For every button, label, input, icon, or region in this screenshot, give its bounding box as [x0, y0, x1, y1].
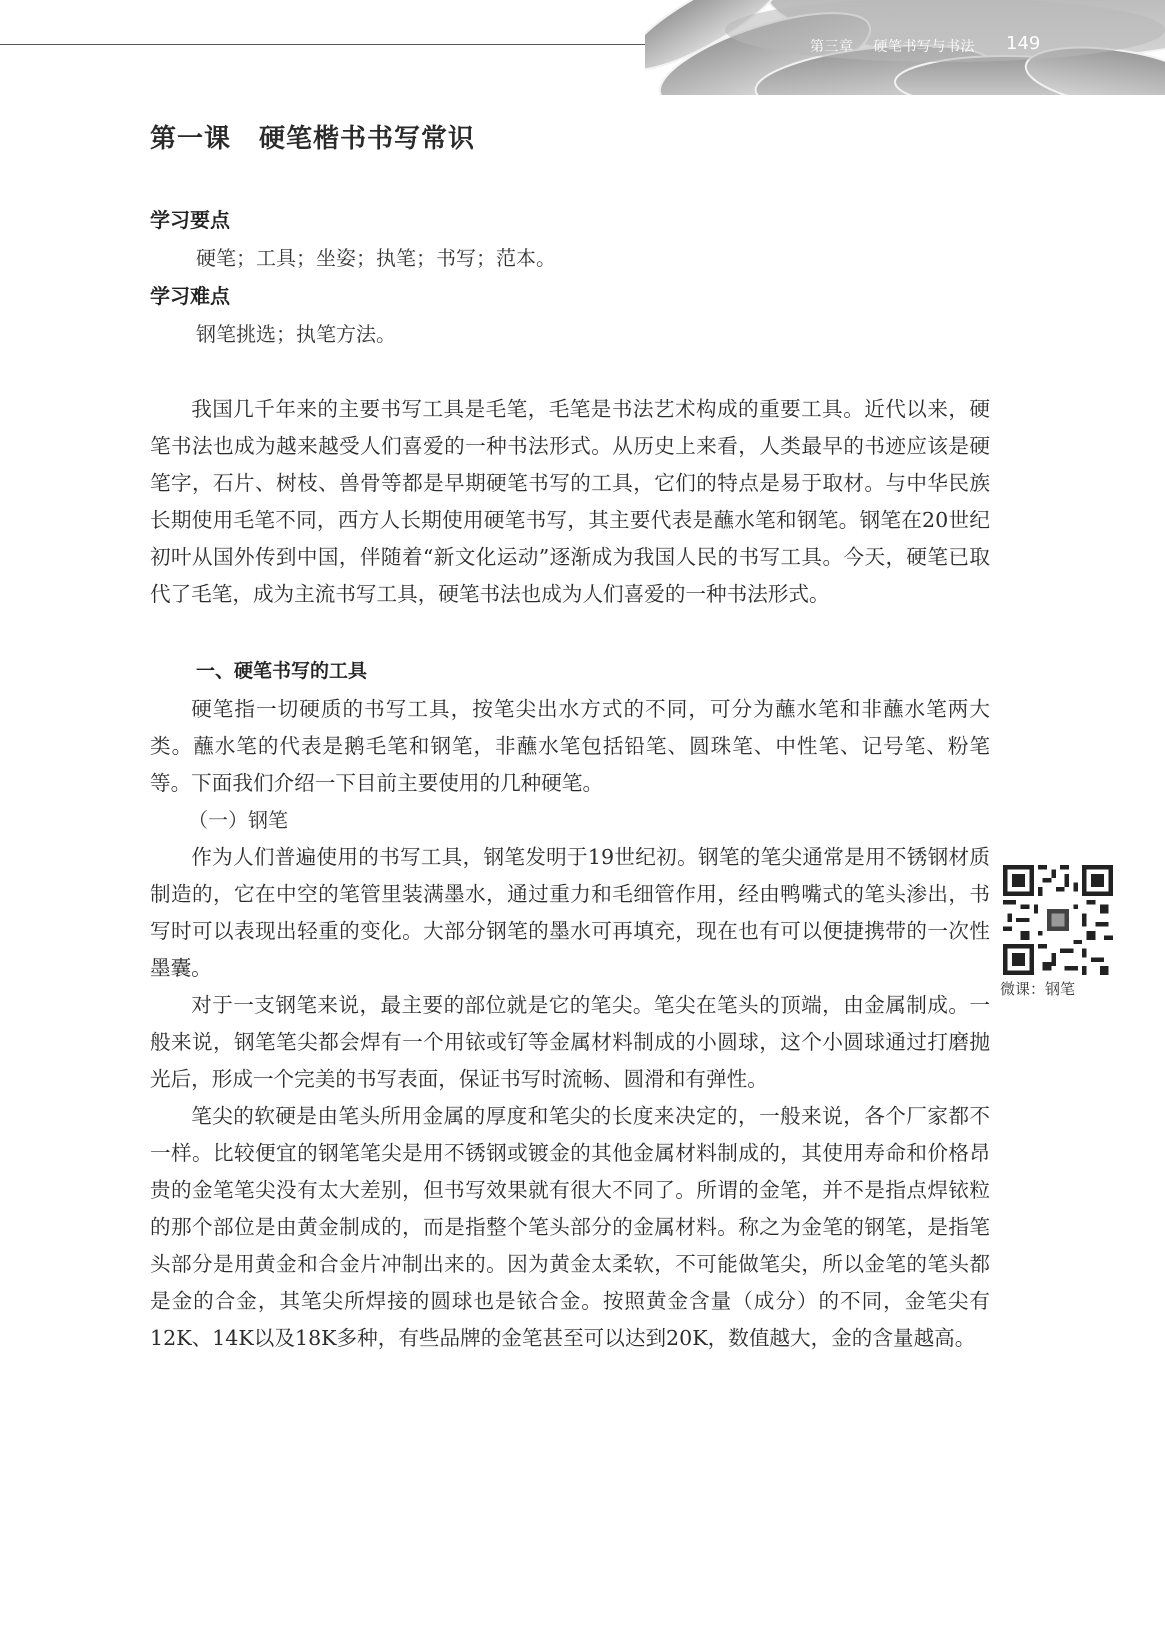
subsection-heading: （一）钢笔	[188, 808, 288, 832]
difficulties-body: 钢笔挑选；执笔方法。	[196, 322, 396, 346]
lesson-title	[150, 118, 990, 155]
key-points-heading: 学习要点	[150, 208, 230, 232]
qr-code-icon[interactable]	[1003, 865, 1113, 975]
lesson-number: 第一课	[150, 124, 232, 154]
pen-paragraph-3: 笔尖的软硬是由笔头所用金属的厚度和笔尖的长度来决定的，一般来说，各个厂家都不一样。比较便宜的钢笔笔尖是用不锈钢或镀金的其他金属材料制成的，其使用寿命和价格昂贵的金笔笔尖没有太大差别，但书写效果就有很大不同了。所谓的金笔，并不是指点焊铱粒的那个部位是由黄金制成的，而是指整个笔头部分的金属材料。称之为金笔的钢笔，是指笔头部分是用黄金和合金片冲制出来的。因为黄金太柔软，不可能做笔尖，所以金笔的笔头都是金的合金，其笔尖所焊接的圆球也是铱合金。按照黄金含量（成分）的不同，金笔尖有12K、14K以及18K多种，有些品牌的金笔甚至可以达到20K，数值越大，金的含量越高。	[150, 1104, 990, 1350]
section-heading: 一、硬笔书写的工具	[196, 660, 368, 682]
key-points-body: 硬笔；工具；坐姿；执笔；书写；范本。	[196, 246, 556, 270]
pen-paragraph-1: 作为人们普遍使用的书写工具，钢笔发明于19世纪初。钢笔的笔尖通常是用不锈钢材质制造的，它在中空的笔管里装满墨水，通过重力和毛细管作用，经由鸭嘴式的笔头渗出，书写时可以表现出轻重的变化。大部分钢笔的墨水可再填充，现在也有可以便捷携带的一次性墨囊。	[150, 845, 990, 980]
running-header	[810, 36, 975, 56]
pen-paragraph-2: 对于一支钢笔来说，最主要的部位就是它的笔尖。笔尖在笔头的顶端，由金属制成。一般来说，钢笔笔尖都会焊有一个用铱或钌等金属材料制成的小圆球，这个小圆球通过打磨抛光后，形成一个完美的书写表面，保证书写时流畅、圆滑和有弹性。	[150, 993, 990, 1091]
difficulties-heading: 学习难点	[150, 284, 230, 308]
chapter-label: 第三章	[810, 39, 854, 55]
lesson-name: 硬笔楷书书写常识	[259, 124, 476, 154]
page-body	[150, 118, 990, 1357]
header-rule	[0, 44, 700, 45]
section-paragraph: 硬笔指一切硬质的书写工具，按笔尖出水方式的不同，可分为蘸水笔和非蘸水笔两大类。蘸水笔的代表是鹅毛笔和钢笔，非蘸水笔包括铅笔、圆珠笔、中性笔、记号笔、粉笔等。下面我们介绍一下目前主要使用的几种硬笔。	[150, 697, 990, 795]
qr-caption: 微课：钢笔	[1000, 980, 1076, 998]
chapter-title: 硬笔书写与书法	[873, 39, 975, 55]
page-number: 149	[1006, 33, 1041, 54]
intro-paragraph: 我国几千年来的主要书写工具是毛笔，毛笔是书法艺术构成的重要工具。近代以来，硬笔书法也成为越来越受人们喜爱的一种书法形式。从历史上来看，人类最早的书迹应该是硬笔字，石片、树枝、兽骨等都是早期硬笔书写的工具，它们的特点是易于取材。与中华民族长期使用毛笔不同，西方人长期使用硬笔书写，其主要代表是蘸水笔和钢笔。钢笔在20世纪初叶从国外传到中国，伴随着“新文化运动”逐渐成为我国人民的书写工具。今天，硬笔已取代了毛笔，成为主流书写工具，硬笔书法也成为人们喜爱的一种书法形式。	[150, 397, 990, 606]
